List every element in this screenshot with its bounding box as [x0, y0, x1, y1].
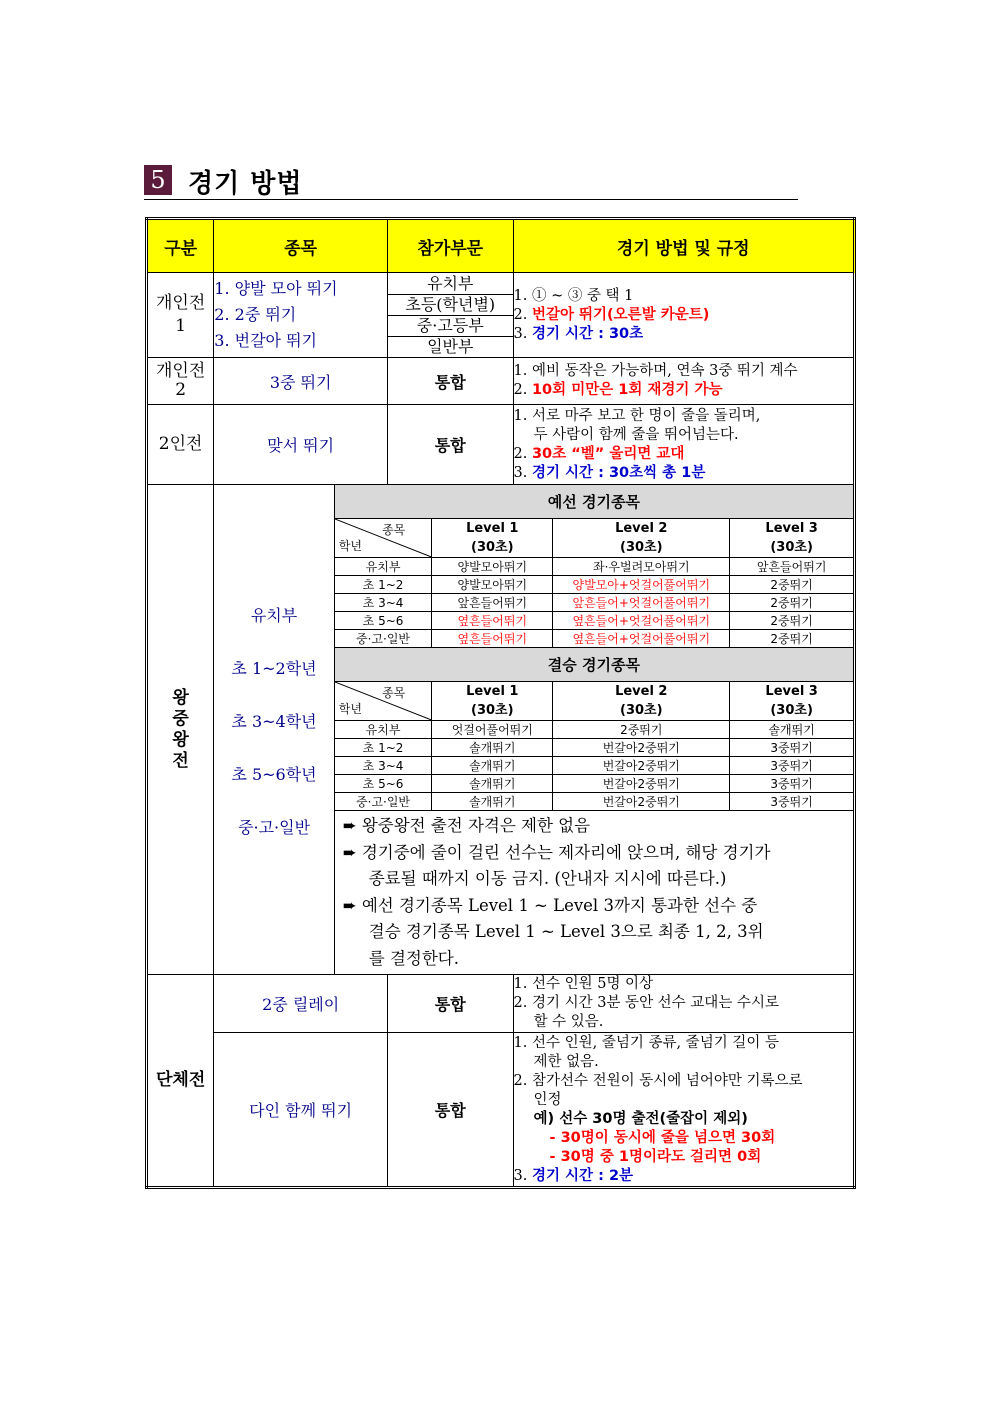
row2-rules: 1. 예비 동작은 가능하며, 연속 3중 뛰기 계수 2. 10회 미만은 1회 재경기 가능: [513, 358, 854, 405]
header-event: 종목: [214, 219, 388, 273]
final-level-1: Level 1 (30초): [432, 682, 553, 721]
final-row: 유치부 엇걸어풀어뛰기 2중뛰기 솔개뛰기: [335, 721, 853, 739]
header-category: 구분: [147, 219, 214, 273]
group-event: 다인 함께 뛰기: [214, 1033, 388, 1188]
row2-event: 3중 뛰기: [214, 358, 388, 405]
prelim-level-1: Level 1 (30초): [432, 519, 553, 558]
header-division: 참가부문: [388, 219, 514, 273]
prelim-title: 예선 경기종목: [335, 485, 853, 519]
row1-rules: 1. ① ~ ③ 중 택 1 2. 번갈아 뛰기(오른발 카운트) 3. 경기 시간 : 30초: [513, 273, 854, 358]
section-title: 경기 방법: [188, 169, 303, 199]
prelim-row: 중·고·일반 옆흔들어뛰기 옆흔들어+엇걸어풀어뛰기 2중뛰기: [335, 630, 853, 648]
row3-division: 통합: [388, 405, 514, 485]
final-row: 초 3~4 솔개뛰기 번갈아2중뛰기 3중뛰기: [335, 757, 853, 775]
row4-category: 왕 중 왕 전: [147, 485, 214, 975]
prelim-level-3: Level 3 (30초): [730, 519, 853, 558]
row4-detail: [334, 485, 854, 975]
group-rules: 1. 선수 인원, 줄넘기 종류, 줄넘기 길이 등 제한 없음. 2. 참가선수 전원이 동시에 넘어야만 기록으로 인정 예) 선수 30명 출전(줄잡이 제외) - 30명이 동시에 줄을 넘으면 30회 - 30명 중 1명이라도 걸리면 0회 3. 경기 시간 : 2분: [513, 1033, 854, 1188]
relay-division: 통합: [388, 975, 514, 1033]
row1-divisions: 유치부 초등(학년별) 중·고등부 일반부: [388, 273, 514, 358]
final-row: 초 5~6 솔개뛰기 번갈아2중뛰기 3중뛰기: [335, 775, 853, 793]
section-number: 5: [144, 165, 172, 195]
prelim-row: 초 1~2 양발모아뛰기 양발모아+엇걸어풀어뛰기 2중뛰기: [335, 576, 853, 594]
prelim-row: 초 5~6 옆흔들어뛰기 옆흔들어+엇걸어풀어뛰기 2중뛰기: [335, 612, 853, 630]
rules-table: [145, 217, 856, 1189]
row3-event: 맞서 뛰기: [214, 405, 388, 485]
final-diag-header: 종목 학년: [335, 682, 432, 721]
row2-category: 개인전 2: [147, 358, 214, 405]
row3-category: 2인전: [147, 405, 214, 485]
final-level-3: Level 3 (30초): [730, 682, 853, 721]
relay-event: 2중 릴레이: [214, 975, 388, 1033]
prelim-diag-header: 종목 학년: [335, 519, 432, 558]
header-rules: 경기 방법 및 규정: [513, 219, 854, 273]
row2-division: 통합: [388, 358, 514, 405]
final-level-2: Level 2 (30초): [553, 682, 730, 721]
row5-category: 단체전: [147, 975, 214, 1188]
final-row: 중·고·일반 솔개뛰기 번갈아2중뛰기 3중뛰기: [335, 793, 853, 811]
row1-category: 개인전 1: [147, 273, 214, 358]
prelim-row: 유치부 양발모아뛰기 좌·우벌려모아뛰기 앞흔들어뛰기: [335, 558, 853, 576]
prelim-level-2: Level 2 (30초): [553, 519, 730, 558]
relay-rules: 1. 선수 인원 5명 이상 2. 경기 시간 3분 동안 선수 교대는 수시로 할 수 있음.: [513, 975, 854, 1033]
prelim-table: [335, 485, 853, 811]
group-division: 통합: [388, 1033, 514, 1188]
prelim-row: 초 3~4 앞흔들어뛰기 앞흔들어+엇걸어풀어뛰기 2중뛰기: [335, 594, 853, 612]
section-header: [144, 163, 798, 200]
row3-rules: 1. 서로 마주 보고 한 명이 줄을 돌리며, 두 사람이 함께 줄을 뛰어넘는다. 2. 30초 “벨” 울리면 교대 3. 경기 시간 : 30초씩 총 1분: [513, 405, 854, 485]
row4-groups: 유치부 초 1~2학년 초 3~4학년 초 5~6학년 중·고·일반: [214, 485, 335, 975]
final-row: 초 1~2 솔개뛰기 번갈아2중뛰기 3중뛰기: [335, 739, 853, 757]
row1-events: 1. 양발 모아 뛰기 2. 2중 뛰기 3. 번갈아 뛰기: [214, 273, 388, 358]
final-title: 결승 경기종목: [335, 648, 853, 682]
row4-notes: ➨ 왕중왕전 출전 자격은 제한 없음 ➨ 경기중에 줄이 걸린 선수는 제자리에 앉으며, 해당 경기가 종료될 때까지 이동 금지. (안내자 지시에 따른다.) ➨ 예선 경기종목 Level 1 ~ Level 3까지 통과한 선수 중 결승 경기종목 Level 1 ~ Level 3으로 최종 1, 2, 3위 를 결정한다.: [342, 816, 771, 968]
